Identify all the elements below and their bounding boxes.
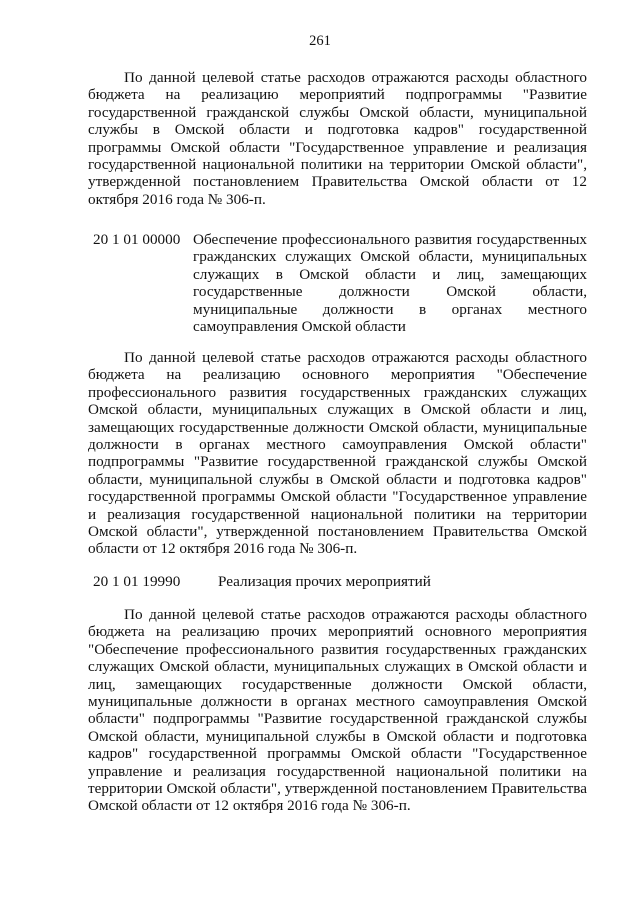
budget-item-title: Реализация прочих мероприятий [218, 573, 431, 590]
page-number: 261 [309, 33, 331, 49]
paragraph-other-activities-description: По данной целевой статье расходов отражаются расходы областного бюджета на реализацию прочих мероприятий основного мероприятия "Обеспечение профессионального развития государственных гражданских служащих Омской области, муниципальных служащих в Омской области и лиц, замещающих государственные должности Омской области, муниципальные должности в органах местного самоуправления Омской области" подпрограммы "Развитие государственной гражданской службы Омской области, муниципальной службы в Омской области и подготовка кадров" государственной программы Омской области "Государственное управление и реализация государственной национальной политики на территории Омской области", утвержденной постановлением Правительства Омской области от 12 октября 2016 года № 306-п. [88, 606, 587, 815]
budget-item-title: Обеспечение профессионального развития государственных гражданских служащих Омской области, муниципальных служащих в Омской области и лиц, замещающих государственные должности Омской области, муниципальные должности в органах местного самоуправления Омской области [193, 231, 587, 336]
paragraph-main-activity-description: По данной целевой статье расходов отражаются расходы областного бюджета на реализацию основного мероприятия "Обеспечение профессионального развития государственных гражданских служащих Омской области, муниципальных служащих в Омской области и лиц, замещающих государственные должности Омской области, муниципальные должности в органах местного самоуправления Омской области" подпрограммы "Развитие государственной гражданской службы Омской области, муниципальной службы в Омской области и подготовка кадров" государственной программы Омской области "Государственное управление и реализация государственной национальной политики на территории Омской области", утвержденной постановлением Правительства Омской области от 12 октября 2016 года № 306-п. [88, 349, 587, 558]
paragraph-subprogram-description: По данной целевой статье расходов отражаются расходы областного бюджета на реализацию мероприятий подпрограммы "Развитие государственной гражданской службы Омской области, муниципальной службы в Омской области и подготовка кадров" государственной программы Омской области "Государственное управление и реализация государственной национальной политики на территории Омской области", утвержденной постановлением Правительства Омской области от 12 октября 2016 года № 306-п. [88, 69, 587, 208]
budget-code: 20 1 01 00000 [93, 231, 181, 248]
budget-code: 20 1 01 19990 [93, 573, 181, 590]
